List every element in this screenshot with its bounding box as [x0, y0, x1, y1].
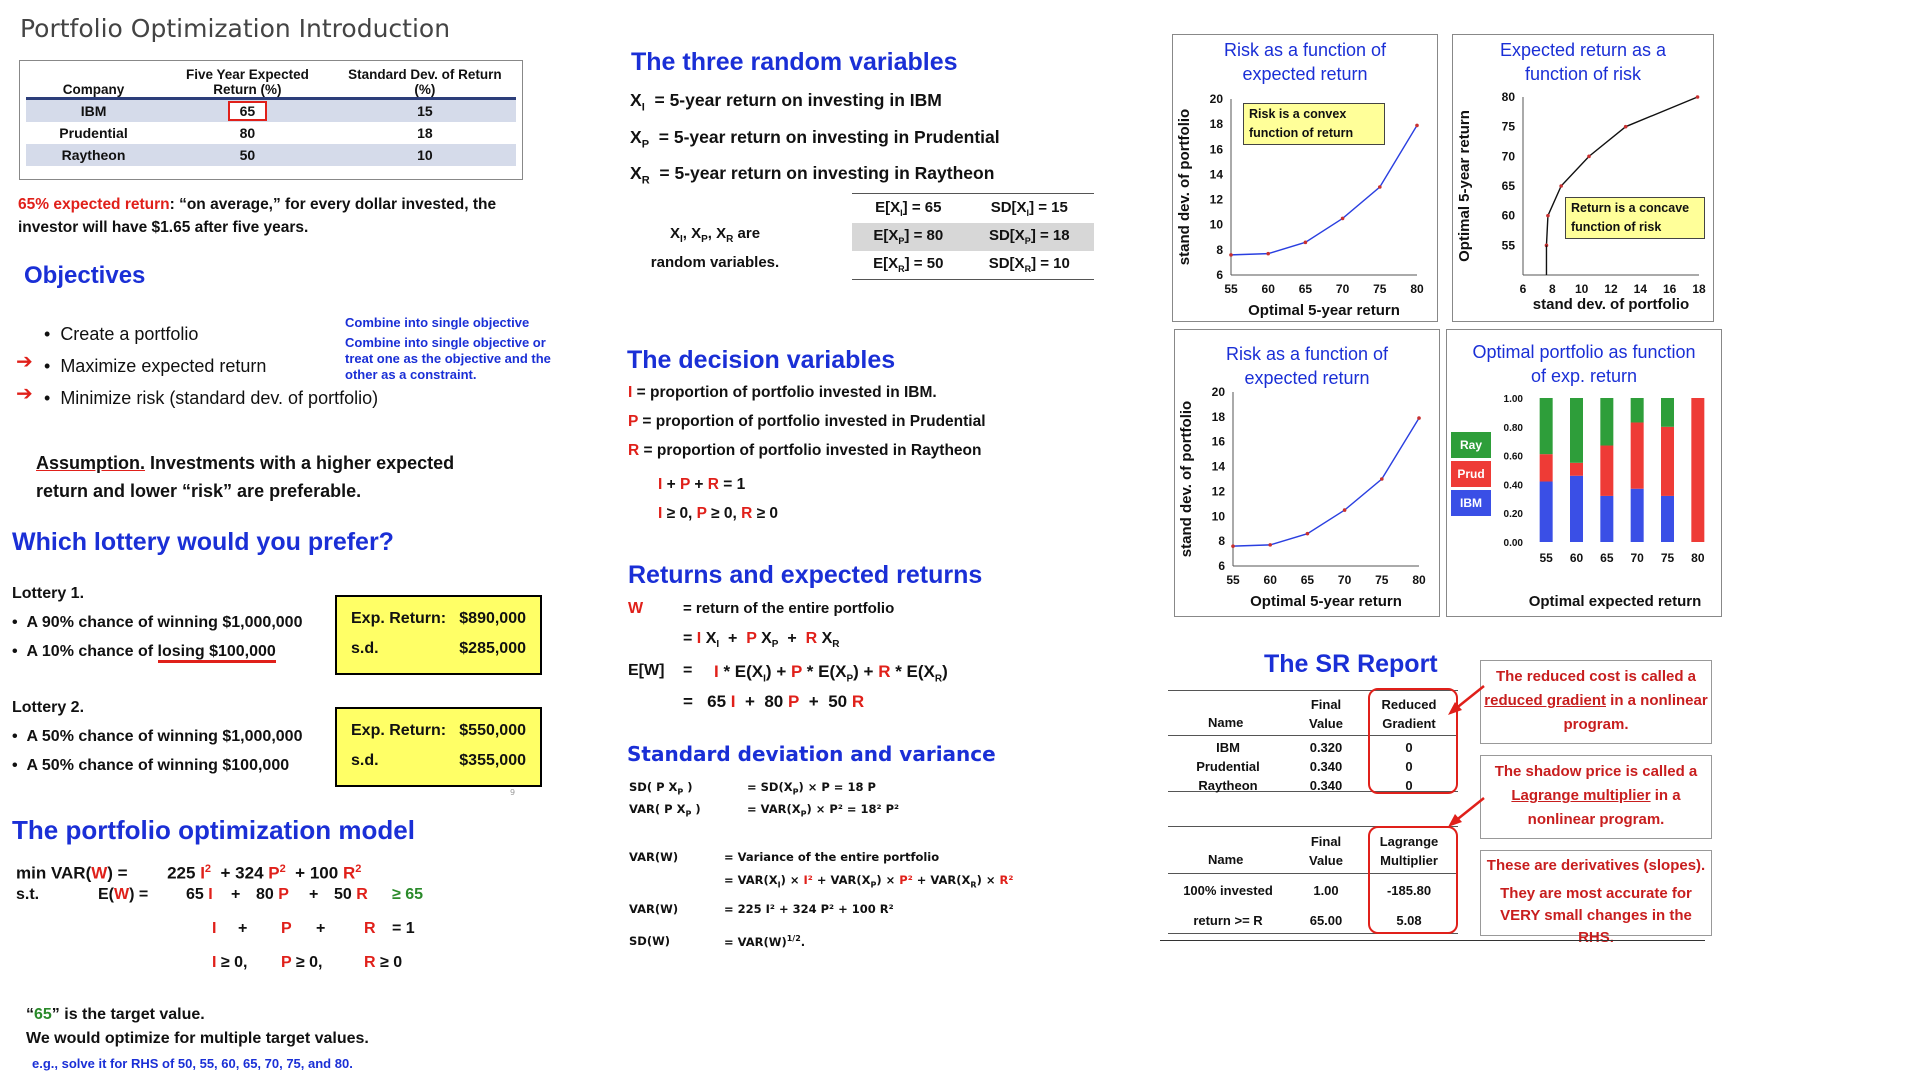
x-tick-label: 8 — [1548, 282, 1556, 296]
page-number: 9 — [510, 788, 516, 797]
x-axis-label: stand dev. of portfolio — [1532, 296, 1690, 313]
x-tick-label: 12 — [1604, 282, 1618, 296]
table-row: $E[X_P] = 80$ $SD[X_P] = 18$ — [852, 223, 1094, 251]
bar-ibm — [1600, 496, 1613, 542]
bar-ibm — [1661, 496, 1674, 542]
x-tick-label: 16 — [1662, 282, 1677, 296]
y-tick-label: 12 — [1211, 484, 1225, 499]
bar-prud — [1600, 446, 1613, 496]
cell-sd: 15 — [417, 103, 433, 119]
bar-ibm — [1540, 482, 1553, 542]
bar-ray — [1570, 398, 1583, 463]
objective-item: • Maximize expected return — [44, 356, 267, 376]
chart-portfolio-mix — [1446, 329, 1722, 617]
data-point — [1341, 217, 1345, 221]
chart-title: Risk as a function of expected return — [1223, 40, 1387, 84]
bar-prud — [1631, 422, 1644, 488]
y-tick-label: 1.00 — [1503, 394, 1523, 405]
cell-return: 80 — [239, 125, 256, 141]
x-tick-label: 80 — [1691, 551, 1705, 565]
y-tick-label: 8 — [1216, 242, 1223, 257]
y-tick-label: 20 — [1209, 92, 1223, 106]
y-tick-label: 14 — [1211, 459, 1225, 474]
chart-risk-vs-return-1 — [1172, 34, 1438, 322]
chart-title: Optimal portfolio as function of exp. return — [1472, 342, 1696, 386]
x-tick-label: 65 — [1300, 573, 1315, 587]
bar-ray — [1600, 398, 1613, 446]
y-tick-label: 65 — [1501, 179, 1515, 193]
note-lagrange: The shadow price is called a Lagrange multiplier in a nonlinear program. — [1480, 755, 1712, 839]
objectives-side-note: Combine into single objective Combine into single objective or treat one as the objective and the other as a constraint. — [345, 315, 551, 382]
data-point — [1266, 252, 1270, 256]
bar-ibm — [1570, 476, 1583, 542]
y-axis-label: stand dev. of portfolio — [1176, 108, 1193, 266]
line-chart — [1453, 35, 1713, 321]
model-heading: The portfolio optimization model — [12, 815, 415, 845]
legend-ibm: IBM — [1451, 490, 1491, 516]
chart-title: Risk as a function of expected return — [1225, 344, 1389, 388]
y-tick-label: 8 — [1218, 534, 1225, 549]
model-constraints: s.t. E(W) = 65 I + 80 P + 50 R ≥ 65 I + P + R = 1 I ≥ 0, P ≥ 0, R ≥ 0 — [16, 886, 424, 971]
data-point — [1378, 185, 1382, 189]
legend-ray: Ray — [1451, 432, 1491, 458]
sdvar-heading: Standard deviation and variance — [627, 742, 996, 766]
x-tick-label: 14 — [1633, 282, 1648, 296]
x-tick-label: 60 — [1263, 573, 1277, 587]
decision-constraints: I + P + R = 1 I ≥ 0, P ≥ 0, R ≥ 0 — [658, 476, 779, 522]
bar-ray — [1631, 398, 1644, 422]
x-tick-label: 60 — [1261, 282, 1275, 296]
y-axis-label: Optimal 5-year return — [1456, 110, 1473, 262]
y-tick-label: 6 — [1218, 559, 1225, 573]
data-point — [1231, 544, 1235, 548]
rhs-example: e.g., solve it for RHS of 50, 55, 60, 65, 70, 75, and 80. — [32, 1056, 353, 1071]
model-objective: min VAR(W) = 225 $I^2 + 324$ $P^2 + 100$ $R^2$ — [16, 863, 362, 883]
cell-sd: 10 — [417, 147, 433, 163]
y-tick-label: 20 — [1211, 385, 1225, 399]
y-tick-label: 6 — [1216, 268, 1223, 282]
y-tick-label: 0.20 — [1503, 509, 1523, 521]
y-tick-label: 18 — [1211, 409, 1225, 424]
note-reduced-gradient: The reduced cost is called a reduced gradient in a nonlinear program. — [1480, 660, 1712, 744]
objectives-list — [44, 318, 378, 414]
data-point — [1546, 214, 1550, 218]
x-tick-label: 6 — [1519, 282, 1527, 296]
x-tick-label: 75 — [1660, 551, 1675, 565]
lottery2-result-box: Exp. Return: $550,000 s.d. $355,000 — [335, 707, 542, 787]
lottery1-result-box: Exp. Return: $890,000 s.d. $285,000 — [335, 595, 542, 675]
note-derivatives: These are derivatives (slopes). They are most accurate for VERY small changes in the RHS. — [1480, 850, 1712, 936]
data-point — [1380, 477, 1384, 481]
bar-prud — [1540, 454, 1553, 481]
x-tick-label: 18 — [1692, 282, 1706, 296]
y-tick-label: 12 — [1209, 192, 1223, 207]
x-tick-label: 75 — [1373, 282, 1387, 296]
random-vars-heading: The three random variables — [631, 48, 958, 76]
arrow-to-lagrange — [1440, 792, 1490, 842]
data-point — [1304, 241, 1308, 245]
arrow-icon: ➔ — [16, 349, 33, 373]
lottery-heading: Which lottery would you prefer? — [12, 528, 394, 556]
x-tick-label: 65 — [1600, 551, 1614, 565]
cell-company: IBM — [80, 103, 107, 119]
table-row: $E[X_R] = 50$ $SD[X_R] = 10$ — [873, 255, 1070, 275]
series-line — [1233, 418, 1419, 546]
objectives-heading: Objectives — [24, 262, 146, 289]
chart-risk-vs-return-2 — [1174, 329, 1440, 617]
arrow-to-reduced-gradient — [1440, 680, 1490, 730]
x-tick-label: 70 — [1630, 551, 1644, 565]
sr-table-2: Name Final Value Lagrange Multiplier 100% invested 1.00 -185.80 return >= R 65.00 5.08 — [1168, 826, 1458, 934]
chart-note: Return is a concave function of risk — [1565, 197, 1705, 239]
y-tick-label: 0.60 — [1503, 451, 1523, 463]
x-tick-label: 65 — [1298, 282, 1313, 296]
x-tick-label: 80 — [1410, 282, 1424, 296]
chart-return-vs-risk — [1452, 34, 1714, 322]
y-tick-label: 75 — [1501, 119, 1515, 134]
divider-line — [1160, 940, 1705, 941]
col-company: Company — [62, 82, 125, 97]
x-tick-label: 55 — [1224, 282, 1238, 296]
highlight-lagrange — [1368, 826, 1458, 934]
y-axis-label: stand dev. of portfolio — [1178, 400, 1195, 558]
y-tick-label: 0.00 — [1503, 538, 1523, 549]
x-tick-label: 60 — [1569, 551, 1584, 565]
objective-item: • Create a portfolio — [44, 324, 199, 344]
x-tick-label: 10 — [1574, 282, 1589, 296]
sr-table-1: Name Final Value Reduced Gradient IBM 0.320 0 Prudential 0.340 0 Raytheon 0.340 0 — [1168, 690, 1458, 792]
y-tick-label: 18 — [1209, 117, 1223, 132]
y-tick-label: 16 — [1209, 142, 1223, 157]
decision-heading: The decision variables — [627, 346, 896, 374]
data-point — [1587, 155, 1591, 159]
y-tick-label: 55 — [1501, 238, 1515, 253]
x-tick-label: 55 — [1226, 573, 1240, 587]
random-vars-table — [852, 193, 1094, 280]
x-tick-label: 75 — [1375, 573, 1389, 587]
table-row — [26, 122, 516, 144]
x-axis-label: Optimal 5-year return — [1250, 593, 1402, 610]
sr-report-heading: The SR Report — [1264, 650, 1438, 678]
x-tick-label: 70 — [1335, 282, 1350, 296]
lottery2-block: Lottery 2. • A 50% chance of winning $1,000,000 • A 50% chance of winning $100,000 — [12, 699, 303, 774]
x-tick-label: 80 — [1412, 573, 1426, 587]
expected-return-note: 65% expected return: “on average,” for every dollar invested, the investor will have $1.65 after five years. — [18, 196, 497, 236]
cell-company: Prudential — [59, 125, 128, 141]
y-tick-label: 10 — [1211, 509, 1225, 524]
decision-list: I = proportion of portfolio invested in IBM. P = proportion of portfolio invested in Prudential R = proportion of portfolio invested in Raytheon — [628, 384, 986, 459]
data-point — [1306, 532, 1310, 536]
y-tick-label: 60 — [1501, 208, 1515, 223]
data-point — [1417, 416, 1421, 420]
line-chart — [1173, 35, 1437, 321]
y-tick-label: 80 — [1501, 90, 1515, 104]
y-tick-label: 0.80 — [1503, 422, 1523, 434]
table-row — [26, 144, 516, 166]
data-point — [1268, 543, 1272, 547]
bar-prud — [1691, 398, 1704, 542]
target-note: “65” is the target value. We would optimize for multiple target values. — [26, 1006, 369, 1047]
cell-company: Raytheon — [61, 147, 126, 163]
bar-prud — [1570, 463, 1583, 476]
bar-ray — [1661, 398, 1674, 427]
col-expected-return: Five Year Expected Return (%) — [186, 67, 309, 97]
returns-heading: Returns and expected returns — [628, 561, 983, 589]
chart-note: Risk is a convex function of return — [1243, 103, 1385, 145]
bar-prud — [1661, 427, 1674, 496]
arrow-icon: ➔ — [16, 381, 33, 405]
col-std-dev: Standard Dev. of Return (%) — [348, 67, 502, 97]
chart-title: Expected return as a function of risk — [1499, 40, 1667, 84]
bar-ibm — [1631, 489, 1644, 542]
data-point — [1343, 508, 1347, 512]
data-point — [1696, 95, 1700, 99]
bar-ray — [1540, 398, 1553, 454]
company-table — [26, 67, 516, 166]
y-tick-label: 10 — [1209, 217, 1223, 232]
random-vars-caption: $X_I$, $X_P$, $X_R$ are random variables. — [650, 225, 780, 271]
y-tick-label: 16 — [1211, 434, 1225, 449]
x-axis-label: Optimal expected return — [1528, 593, 1702, 610]
line-chart — [1175, 330, 1439, 616]
x-tick-label: 55 — [1539, 551, 1553, 565]
x-axis-label: Optimal 5-year return — [1248, 302, 1400, 319]
data-point — [1415, 124, 1419, 128]
y-tick-label: 0.40 — [1503, 480, 1523, 492]
sdvar-block: SD( P $X_P$ ) = $SD(X_P) \times P = 18$ P VAR( P $X_P$ ) = $VAR(X_P) \times P^2 = 18^2$ P² VAR(W) = Variance of the entire portfolio = $VAR(X_I) \times I^2 + VAR(X_P) \times P^2 + VAR(X_R) \times R^2$ VAR(W) = 225 I² + 324 P² + 100 R² SD(W) = $VAR(W)^{1/2}$. — [629, 780, 1014, 949]
x-tick-label: 70 — [1337, 573, 1352, 587]
y-tick-label: 14 — [1209, 167, 1223, 182]
legend-prud: Prud — [1451, 461, 1491, 487]
objective-item: • Minimize risk (standard dev. of portfolio) — [44, 388, 379, 408]
table-row: $E[X_I] = 65$ $SD[X_I] = 15$ — [875, 198, 1068, 218]
random-vars-list: $X_I$ = 5-year return on investing in IBM $X_P$ = 5-year return on investing in Prudential $X_R$ = 5-year return on investing in Raytheon — [630, 90, 1000, 187]
company-table-frame — [19, 60, 523, 180]
assumption-text: Assumption. Investments with a higher expected return and lower “risk” are preferable. — [36, 453, 455, 501]
chart-legend — [1451, 432, 1491, 516]
returns-block: W = return of the entire portfolio = I $X_I + P$ $X_P + R$ $X_R$ E[W] = $I * E(X_I) + P * E(X_P) + R * E(X_R)$ = 65 I + 80 P + 50 R — [628, 600, 948, 711]
lottery1-block: Lottery 1. • A 90% chance of winning $1,000,000 • A 10% chance of losing $100,000 — [12, 579, 302, 666]
data-point — [1229, 253, 1233, 257]
cell-return: 50 — [239, 147, 256, 163]
data-point — [1559, 184, 1563, 188]
cell-sd: 18 — [417, 125, 433, 141]
cell-return-highlighted: 65 — [161, 99, 334, 123]
page-title: Portfolio Optimization Introduction — [20, 14, 451, 43]
y-tick-label: 70 — [1501, 149, 1515, 164]
data-point — [1624, 125, 1628, 129]
table-row — [26, 99, 516, 123]
